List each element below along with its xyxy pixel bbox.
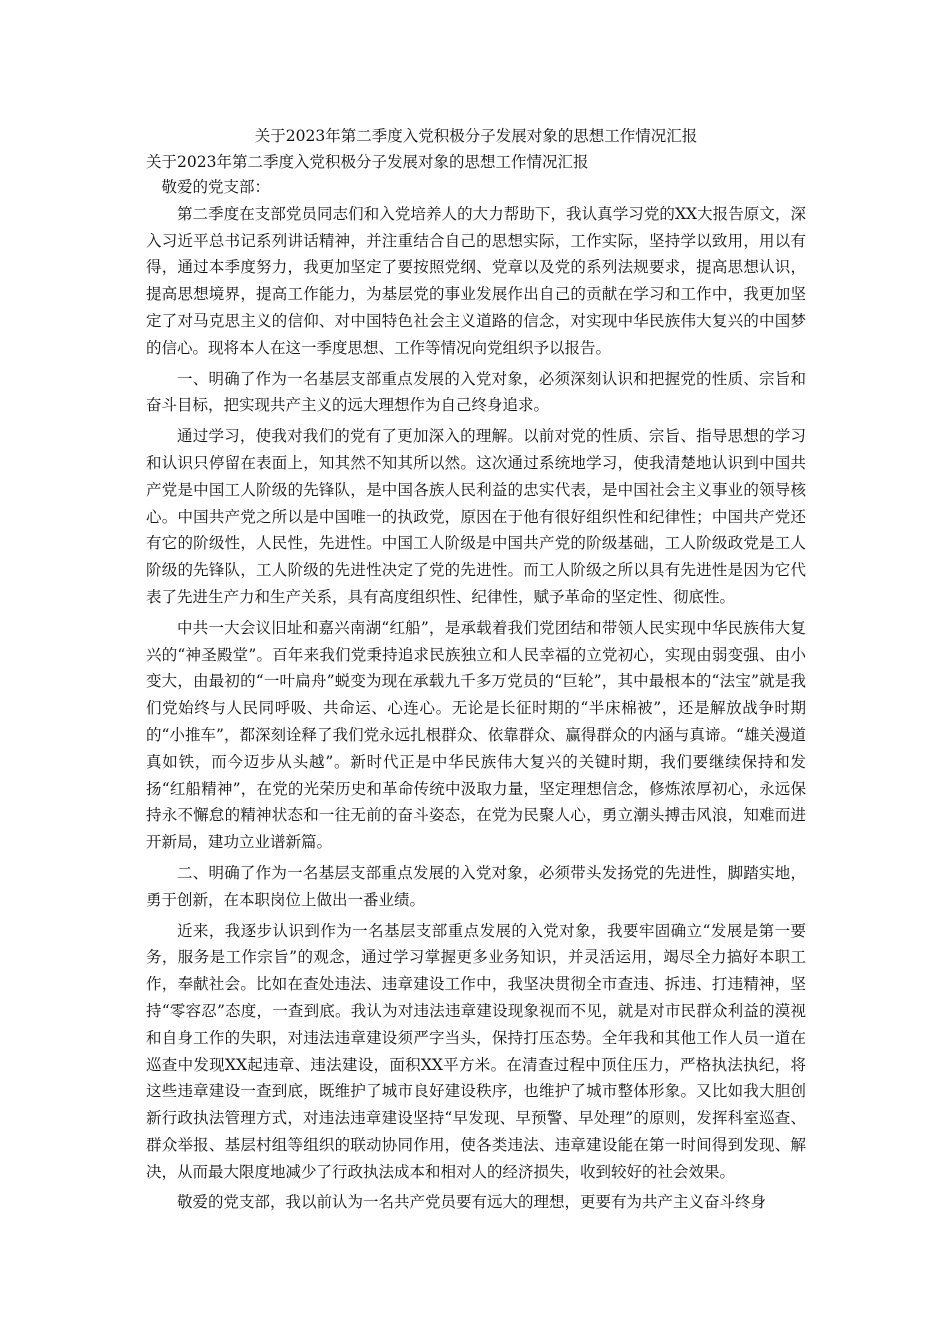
document-title: 关于2023年第二季度入党积极分子发展对象的思想工作情况汇报 xyxy=(254,127,698,145)
greeting: 敬爱的党支部： xyxy=(161,178,271,196)
paragraph-work: 近来，我逐步认识到作为一名基层支部重点发展的入党对象，我要牢固确立“发展是第一要务，服务是工作宗旨”的观念，通过学习掌握更多业务知识，并灵活运用，竭尽全力搞好本职工作，奉献社会。比如在查处违法、违章建设工作中，我坚决贯彻全市查违、拆违、打违精神，坚持“零容忍”态度，一查到底。我认为对违法违章建设现象视而不见，就是对市民群众利益的漠视和自身工作的失职，对违法违章建设须严字当头，保持打压态势。全年我和其他工作人员一道在巡查中发现XX起违章、违法建设，面积XX平方米。在清查过程中顶住压力，严格执法执纪，将这些违章建设一查到底，既维护了城市良好建设秩序，也维护了城市整体形象。又比如我大胆创新行政执法管理方式，对违法违章建设坚持“早发现、早预警、早处理”的原则，发挥科室巡查、群众举报、基层村组等组织的联动协同作用，使各类违法、违章建设能在第一时间得到发现、解决，从而最大限度地减少了行政执法成本和相对人的经济损失，收到较好的社会效果。 xyxy=(146,921,806,1181)
document-subtitle: 关于2023年第二季度入党积极分子发展对象的思想工作情况汇报 xyxy=(146,153,589,171)
section-heading-2: 二、明确了作为一名基层支部重点发展的入党对象，必须带头发扬党的先进性，脚踏实地，勇于创新，在本职岗位上做出一番业绩。 xyxy=(146,863,806,909)
paragraph-intro: 第二季度在支部党员同志们和入党培养人的大力帮助下，我认真学习党的XX大报告原文，深入习近平总书记系列讲话精神，并注重结合自己的思想实际，工作实际，坚持学以致用，用以有得，通过本季度努力，我更加坚定了要按照党纲、党章以及党的系列法规要求，提高思想认识，提高思想境界，提高工作能力，为基层党的事业发展作出自己的贡献在学习和工作中，我更加坚定了对马克思主义的信仰、对中国特色社会主义道路的信念，对实现中华民族伟大复兴的中国梦的信心。现将本人在这一季度思想、工作等情况向党组织予以报告。 xyxy=(146,204,806,357)
paragraph-study: 通过学习，使我对我们的党有了更加深入的理解。以前对党的性质、宗旨、指导思想的学习和认识只停留在表面上，知其然不知其所以然。这次通过系统地学习，使我清楚地认识到中国共产党是中国工人阶级的先锋队，是中国各族人民利益的忠实代表，是中国社会主义事业的领导核心。中国共产党之所以是中国唯一的执政党，原因在于他有很好组织性和纪律性；中国共产党还有它的阶级性，人民性，先进性。中国工人阶级是中国共产党的阶级基础，工人阶级政党是工人阶级的先锋队，工人阶级的先进性决定了党的先进性。而工人阶级之所以具有先进性是因为它代表了先进生产力和生产关系，具有高度组织性、纪律性，赋予革命的坚定性、彻底性。 xyxy=(146,427,806,606)
paragraph-red-boat: 中共一大会议旧址和嘉兴南湖“红船”，是承载着我们党团结和带领人民实现中华民族伟大复兴的“神圣殿堂”。百年来我们党秉持追求民族独立和人民幸福的立党初心，实现由弱变强、由小变大，由最初的“一叶扁舟”蜕变为现在承载九千多万党员的“巨轮”，其中最根本的“法宝”就是我们党始终与人民同呼吸、共命运、心连心。无论是长征时期的“半床棉被”，还是解放战争时期的“小推车”，都深刻诠释了我们党永远扎根群众、依靠群众、赢得群众的内涵与真谛。“雄关漫道真如铁，而今迈步从头越”。新时代正是中华民族伟大复兴的关键时期，我们要继续保持和发扬“红船精神”，在党的光荣历史和革命传统中汲取力量，坚定理想信念，修炼浓厚初心，永远保持永不懈怠的精神状态和一往无前的奋斗姿态，在党为民聚人心，勇立潮头搏击风浪，知难而进开新局，建功立业谱新篇。 xyxy=(146,618,806,852)
paragraph-closing: 敬爱的党支部，我以前认为一名共产党员要有远大的理想，更要有为共产主义奋斗终身 xyxy=(177,1193,767,1212)
document-body xyxy=(146,174,806,1216)
section-heading-1: 一、明确了作为一名基层支部重点发展的入党对象，必须深刻认识和把握党的性质、宗旨和奋斗目标，把实现共产主义的远大理想作为自己终身追求。 xyxy=(146,369,806,415)
